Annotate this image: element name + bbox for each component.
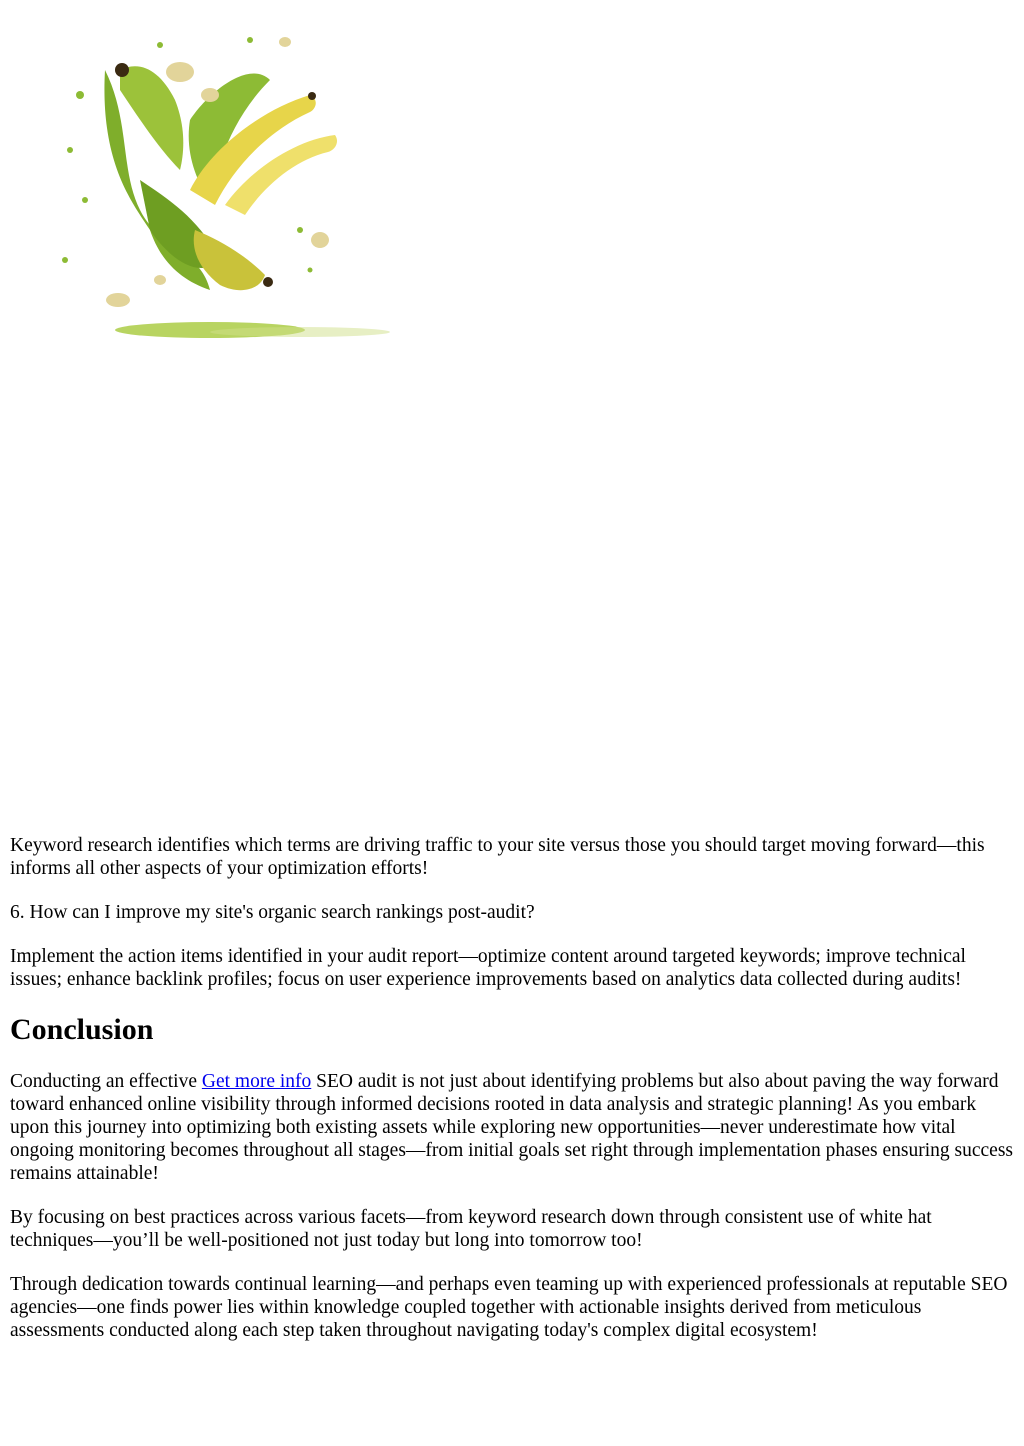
faq-question-6: 6. How can I improve my site's organic search rankings post-audit? (10, 902, 535, 923)
get-more-info-link[interactable]: Get more info (201, 1071, 312, 1092)
conclusion-p1-rest: SEO audit is not just about identifying problems but also about paving the way forward toward enhanced online visibility through informed decisions rooted in data analysis and strategic planning! As you embark upon this journey into optimizing both existing assets while exploring new opportunities—never underestimate how vital ongoing monitoring becomes throughout all stages—from initial goals set right through implementation phases ensuring success remains attainable! (10, 1071, 1014, 1184)
conclusion-paragraph-1 (10, 1070, 1014, 1185)
banana-splash-image (10, 0, 398, 388)
conclusion-paragraph-3: Through dedication towards continual learning—and perhaps even teaming up with experienced professionals at reputable SEO agencies—one finds power lies within knowledge coupled together with actionable insights derived from meticulous assessments conducted along each step taken throughout navigating today's complex digital ecosystem! (10, 1274, 1008, 1341)
keyword-research-paragraph: Keyword research identifies which terms are driving traffic to your site versus those you should target moving forward—this informs all other aspects of your optimization efforts! (10, 835, 985, 879)
article-content (10, 834, 1014, 1363)
faq-answer-6: Implement the action items identified in your audit report—optimize content around targeted keywords; improve technical issues; enhance backlink profiles; focus on user experience improvements based on analytics data collected during audits! (10, 946, 966, 990)
conclusion-heading: Conclusion (10, 1013, 154, 1046)
conclusion-p1-lead: Conducting an effective (10, 1071, 202, 1092)
conclusion-paragraph-2: By focusing on best practices across various facets—from keyword research down through consistent use of white hat techniques—you’ll be well-positioned not just today but long into tomorrow too! (10, 1207, 932, 1251)
banana-splash-icon (10, 0, 398, 388)
